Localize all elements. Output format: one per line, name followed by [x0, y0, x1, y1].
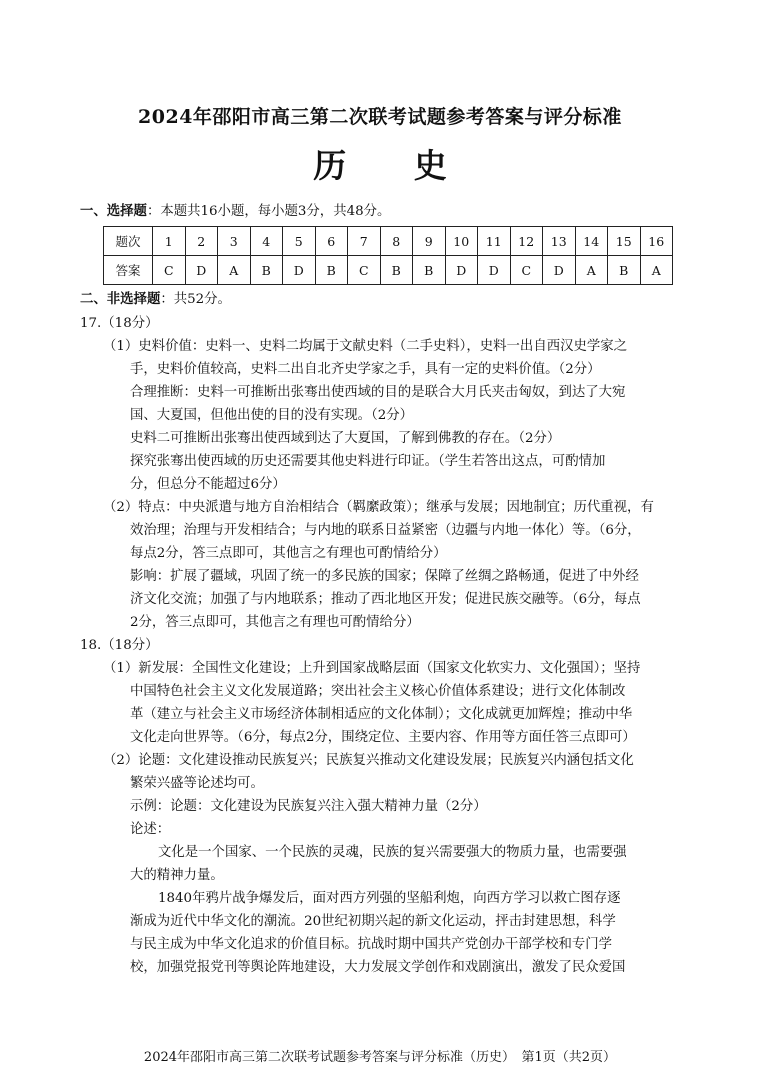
answer-text-line: 革（建立与社会主义市场经济体制相适应的文化体制）；文化成就更加辉煌；推动中华: [130, 707, 633, 722]
question-number-cell: 4: [250, 227, 283, 256]
question-number-cell: 10: [445, 227, 478, 256]
answer-row: [104, 256, 673, 285]
subject-heading: 历 史: [313, 146, 475, 185]
answer-text-line: （2）特点：中央派遣与地方自治相结合（羁縻政策）；继承与发展；因地制宜；历代重视，有: [103, 500, 654, 515]
answer-text-line: 渐成为近代中华文化的潮流。20世纪初期兴起的新文化运动，抨击封建思想，科学: [130, 914, 616, 929]
question-number-cell: 5: [283, 227, 316, 256]
answer-text-line: 2分，答三点即可，其他言之有理也可酌情给分）: [130, 615, 420, 630]
question-number-cell: 14: [575, 227, 608, 256]
row-label-number: 题次: [104, 227, 153, 256]
answer-cell: B: [250, 256, 283, 285]
answer-text-line: 手，史料价值较高，史料二出自北齐史学家之手，具有一定的史料价值。（2分）: [130, 362, 601, 377]
answer-text-line: 史料二可推断出张骞出使西域到达了大夏国，了解到佛教的存在。（2分）: [130, 431, 561, 446]
answer-text-line: 繁荣兴盛等论述均可。: [130, 776, 264, 791]
answer-text-line: 国、大夏国，但他出使的目的没有实现。（2分）: [130, 408, 414, 423]
answer-cell: B: [413, 256, 446, 285]
answer-text-line: 探究张骞出使西域的历史还需要其他史料进行印证。（学生若答出这点，可酌情加: [130, 454, 606, 469]
answer-cell: A: [575, 256, 608, 285]
answer-cell: A: [640, 256, 673, 285]
answer-cell: B: [315, 256, 348, 285]
question-number-cell: 1: [153, 227, 186, 256]
answer-cell: B: [380, 256, 413, 285]
document-title: 2024年邵阳市高三第二次联考试题参考答案与评分标准: [138, 106, 622, 128]
answer-cell: D: [445, 256, 478, 285]
answer-text-line: 分，但总分不能超过6分）: [130, 477, 286, 492]
question-number-cell: 15: [608, 227, 641, 256]
question-number-cell: 6: [315, 227, 348, 256]
answer-text-line: 每点2分，答三点即可，其他言之有理也可酌情给分）: [130, 546, 447, 561]
answer-text-line: （1）史料价值：史料一、史料二均属于文献史料（二手史料），史料一出自西汉史学家之: [103, 339, 628, 354]
answer-cell: D: [478, 256, 511, 285]
section-1-desc: ：本题共16小题，每小题3分，共48分。: [146, 204, 391, 219]
answer-cell: D: [283, 256, 316, 285]
question-number-row: [104, 227, 673, 256]
answer-text-line: （2）论题：文化建设推动民族复兴；民族复兴推动文化建设发展；民族复兴内涵包括文化: [103, 753, 634, 768]
question-number-cell: 13: [543, 227, 576, 256]
question-number-cell: 9: [413, 227, 446, 256]
question-number-cell: 12: [510, 227, 543, 256]
answer-cell: D: [185, 256, 218, 285]
question-number-cell: 2: [185, 227, 218, 256]
section-2-heading: [80, 291, 231, 308]
question-number-cell: 3: [218, 227, 251, 256]
answer-cell: D: [543, 256, 576, 285]
answer-text-line: 效治理；治理与开发相结合；与内地的联系日益紧密（边疆与内地一体化）等。（6分，: [130, 523, 641, 538]
answer-text-line: 中国特色社会主义文化发展道路；突出社会主义核心价值体系建设；进行文化体制改: [130, 684, 626, 699]
answer-text-line: 文化是一个国家、一个民族的灵魂，民族的复兴需要强大的物质力量，也需要强: [158, 845, 627, 860]
answer-text-line: 1840年鸦片战争爆发后，面对西方列强的坚船利炮，向西方学习以救亡图存逐: [158, 891, 621, 906]
answer-text-line: 合理推断：史料一可推断出张骞出使西域的目的是联合大月氏夹击匈奴，到达了大宛: [130, 385, 626, 400]
answer-cell: B: [608, 256, 641, 285]
section-2-desc: ：共52分。: [160, 292, 231, 307]
answer-text-line: 18.（18分）: [80, 638, 159, 653]
answer-text-line: 文化走向世界等。（6分，每点2分，围绕定位、主要内容、作用等方面任答三点即可）: [130, 730, 636, 745]
section-2-label: 二、非选择题: [80, 291, 161, 307]
answer-text-line: 示例：论题：文化建设为民族复兴注入强大精神力量（2分）: [130, 799, 487, 814]
answer-text-line: 与民主成为中华文化追求的价值目标。抗战时期中国共产党创办干部学校和专门学: [130, 937, 613, 952]
answer-text-line: （1）新发展：全国性文化建设；上升到国家战略层面（国家文化软实力、文化强国）；坚持: [103, 661, 641, 676]
answer-cell: C: [348, 256, 381, 285]
question-number-cell: 16: [640, 227, 673, 256]
answer-text-line: 校，加强党报党刊等舆论阵地建设，大力发展文学创作和戏剧演出，激发了民众爱国: [130, 960, 626, 975]
question-number-cell: 8: [380, 227, 413, 256]
question-number-cell: 11: [478, 227, 511, 256]
answer-text-line: 影响：扩展了疆域，巩固了统一的多民族的国家；保障了丝绸之路畅通，促进了中外经: [130, 569, 639, 584]
answer-text-line: 大的精神力量。: [130, 868, 224, 883]
answer-cell: C: [510, 256, 543, 285]
answer-text-line: 济文化交流；加强了与内地联系；推动了西北地区开发；促进民族交融等。（6分，每点: [130, 592, 641, 607]
answer-cell: A: [218, 256, 251, 285]
section-1-heading: [80, 203, 390, 220]
answer-text-line: 17.（18分）: [80, 316, 159, 331]
section-1-label: 一、选择题: [80, 203, 147, 219]
answer-cell: C: [153, 256, 186, 285]
page-footer: 2024年邵阳市高三第二次联考试题参考答案与评分标准（历史） 第1页（共2页）: [143, 1050, 617, 1065]
question-number-cell: 7: [348, 227, 381, 256]
answer-text-line: 论述：: [130, 822, 171, 837]
answer-table: [103, 226, 673, 285]
row-label-answer: 答案: [104, 256, 153, 285]
